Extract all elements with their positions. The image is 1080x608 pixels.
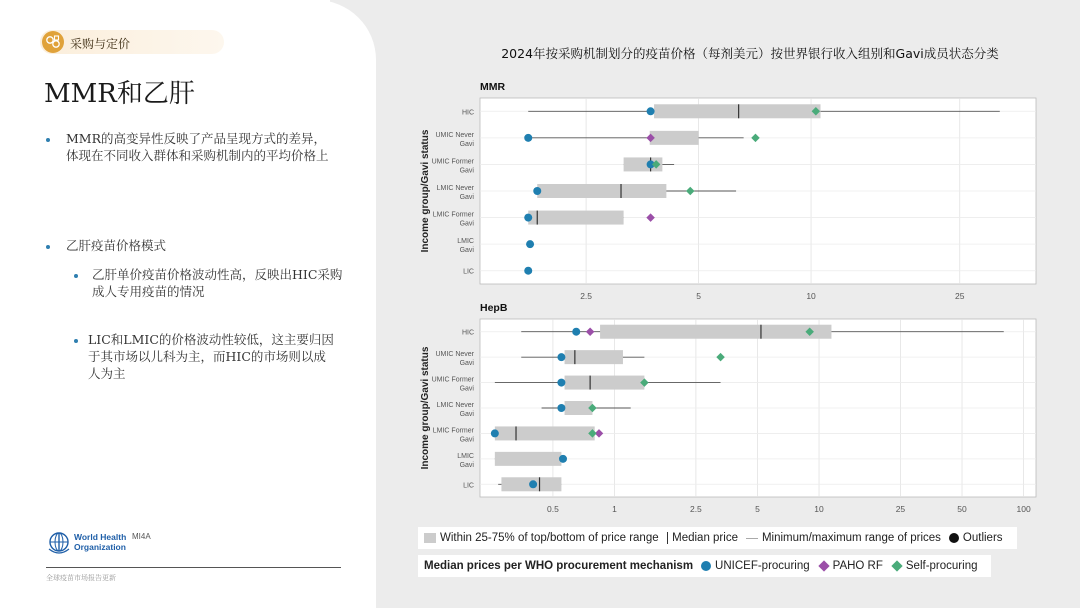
y-tick-label: UMIC Former <box>431 158 474 166</box>
iqr-box <box>565 376 645 390</box>
chart-title: 2024年按采购机制划分的疫苗价格（每剂美元）按世界银行收入组别和Gavi成员状态分类 <box>501 46 999 61</box>
y-tick-label: LMIC Never <box>436 402 474 409</box>
y-tick-label: Gavi <box>459 167 474 175</box>
who-logo-line1: World Health <box>74 532 127 542</box>
x-tick-label: 1 <box>612 504 617 514</box>
y-tick-label: UMIC Never <box>435 351 474 359</box>
iqr-box <box>650 131 699 145</box>
y-tick-label: LMIC Never <box>436 185 474 192</box>
self-swatch <box>891 560 902 571</box>
who-logo-line2: Organization <box>74 542 126 552</box>
sub-bullet-1-line2: 成人专用疫苗的情况 <box>92 284 205 299</box>
y-tick-label: LIC <box>463 482 474 490</box>
section-badge-label: 采购与定价 <box>70 37 131 51</box>
unicef-point <box>559 455 567 463</box>
footer-divider <box>46 567 341 568</box>
sub-bullet-dot <box>74 274 78 278</box>
y-tick-label: Gavi <box>459 411 474 418</box>
sub-bullet-dot <box>74 339 78 343</box>
y-axis-label: Income group/Gavi status <box>420 129 431 253</box>
legend-mechanism-title: Median prices per WHO procurement mechanism <box>424 560 694 572</box>
y-tick-label: UMIC Never <box>435 131 474 139</box>
y-tick-label: LMIC Former <box>432 211 474 219</box>
unicef-point <box>557 379 565 387</box>
legend-item-self <box>891 560 978 572</box>
box-swatch <box>424 533 436 543</box>
y-tick-label: Gavi <box>459 140 474 148</box>
sub-bullet-2-line1: LIC和LMIC的价格波动性较低，这主要归因 <box>88 332 334 347</box>
x-tick-label: 2.5 <box>580 291 593 301</box>
iqr-box <box>528 211 623 225</box>
section-badge <box>40 30 224 54</box>
x-tick-label: 25 <box>895 504 906 514</box>
unicef-point <box>647 107 655 115</box>
footer-text: 全球疫苗市场报告更新 <box>46 574 116 582</box>
procurement-icon <box>42 31 64 53</box>
x-tick-label: 10 <box>806 291 816 301</box>
median-swatch <box>667 532 669 544</box>
unicef-point <box>526 240 534 248</box>
range-swatch <box>746 538 758 539</box>
unicef-point <box>524 267 532 275</box>
bullet-1-line2: 体现在不同收入群体和采购机制内的平均价格上 <box>66 148 329 163</box>
legend-item-outliers <box>949 532 1003 544</box>
sub-bullet-1-line1: 乙肝单价疫苗价格波动性高，反映出HIC采购 <box>92 267 343 282</box>
legend-item-unicef <box>701 560 810 572</box>
paho-swatch <box>818 560 829 571</box>
y-tick-label: LMIC <box>457 452 474 460</box>
unicef-point <box>524 214 532 222</box>
unicef-point <box>557 404 565 412</box>
unicef-point <box>533 187 541 195</box>
y-tick-label: Gavi <box>459 220 474 228</box>
bullet-dot <box>46 245 50 249</box>
y-tick-label: Gavi <box>459 461 474 469</box>
x-tick-label: 50 <box>957 504 967 514</box>
y-tick-label: Gavi <box>459 385 474 393</box>
y-tick-label: LIC <box>463 268 474 276</box>
y-tick-label: Gavi <box>459 194 474 201</box>
legend-range-label: Minimum/maximum range of prices <box>761 532 941 544</box>
y-tick-label: LMIC Former <box>432 427 474 435</box>
iqr-box <box>565 350 623 364</box>
legend-median-label: Median price <box>672 532 738 544</box>
sub-bullet-2-line3: 人为主 <box>88 366 126 381</box>
bullet-1 <box>66 130 329 164</box>
sub-bullet-2 <box>88 331 334 382</box>
y-axis-label: Income group/Gavi status <box>420 346 431 470</box>
legend-item-box <box>424 532 659 544</box>
x-tick-label: 10 <box>814 504 824 514</box>
x-tick-label: 5 <box>755 504 760 514</box>
y-tick-label: Gavi <box>459 247 474 255</box>
x-tick-label: 0.5 <box>547 504 559 514</box>
legend-unicef-label: UNICEF-procuring <box>715 560 810 572</box>
unicef-swatch <box>701 561 711 571</box>
mi4a-logo: MI4A <box>132 532 151 541</box>
sub-bullet-2-line2: 于其市场以儿科为主，而HIC的市场则以成 <box>88 349 326 364</box>
unicef-point <box>572 328 580 336</box>
who-logo-text <box>74 532 126 552</box>
panel-title: MMR <box>480 81 506 93</box>
y-tick-label: HIC <box>461 109 474 117</box>
bullet-2-line1: 乙肝疫苗价格模式 <box>66 238 167 253</box>
y-tick-label: Gavi <box>459 360 474 368</box>
legend-item-median <box>667 532 738 544</box>
bullet-2 <box>66 237 166 254</box>
iqr-box <box>654 104 820 118</box>
y-tick-label: HIC <box>461 329 474 337</box>
legend-item-range <box>746 532 941 544</box>
page-title: MMR和乙肝 <box>44 79 195 109</box>
legend-paho-label: PAHO RF <box>832 560 883 572</box>
iqr-box <box>495 426 595 440</box>
bullet-1-line1: MMR的高变异性反映了产品呈现方式的差异， <box>66 131 327 146</box>
sub-bullet-1 <box>92 266 342 300</box>
outlier-swatch <box>949 533 959 543</box>
panel-title: HepB <box>480 302 508 314</box>
x-tick-label: 25 <box>955 291 965 301</box>
bullet-dot <box>46 138 50 142</box>
x-tick-label: 2.5 <box>689 504 702 514</box>
iqr-box <box>600 325 831 339</box>
unicef-point <box>491 429 499 437</box>
iqr-box <box>537 184 666 198</box>
legend-shapes <box>418 527 1017 549</box>
boxplot-chart <box>410 76 1050 524</box>
legend-item-paho <box>818 560 883 572</box>
y-tick-label: Gavi <box>459 436 474 444</box>
unicef-point <box>557 353 565 361</box>
x-tick-label: 5 <box>696 291 701 301</box>
y-tick-label: UMIC Former <box>431 376 474 384</box>
legend-self-label: Self-procuring <box>905 560 978 572</box>
who-emblem-icon <box>46 530 72 556</box>
unicef-point <box>524 134 532 142</box>
legend-mechanisms <box>418 555 991 577</box>
legend-box-label: Within 25-75% of top/bottom of price range <box>440 532 659 544</box>
text-panel <box>0 0 376 608</box>
y-tick-label: LMIC <box>457 238 474 246</box>
legend-outliers-label: Outliers <box>962 532 1003 544</box>
iqr-box <box>495 452 562 466</box>
x-tick-label: 100 <box>1016 504 1031 514</box>
unicef-point <box>529 480 537 488</box>
